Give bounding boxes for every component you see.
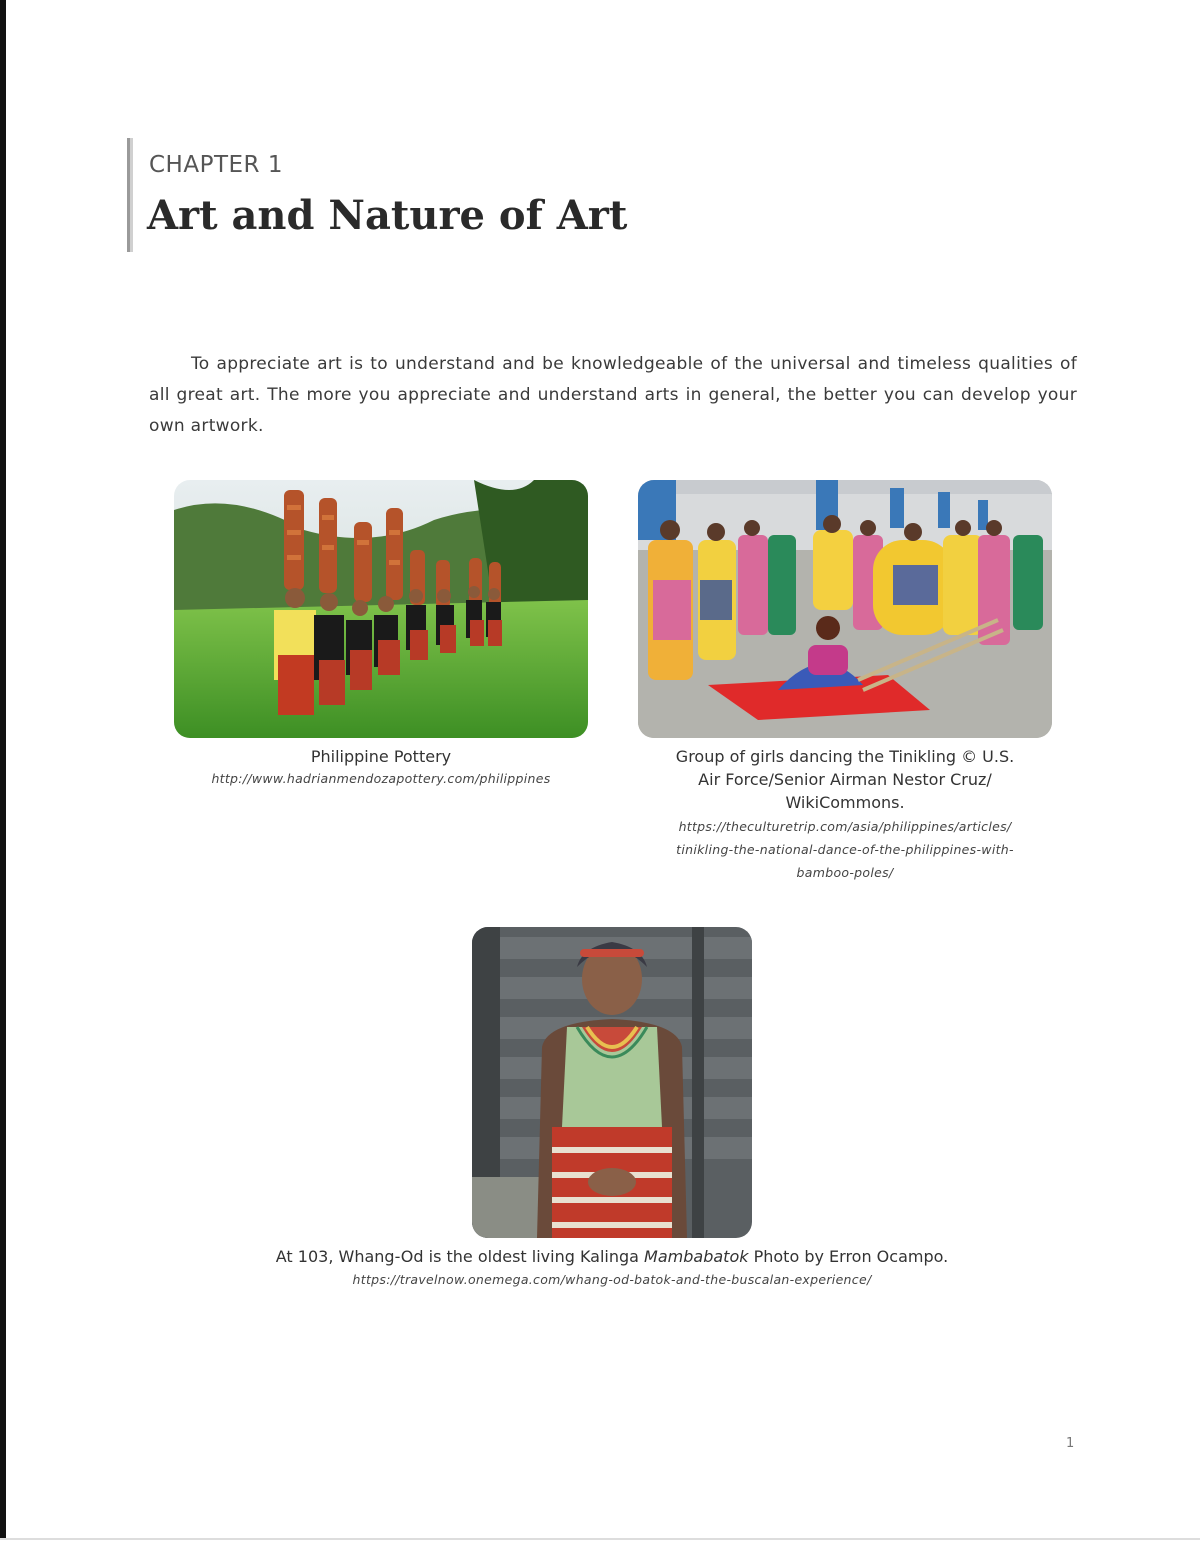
tinikling-caption — [628, 745, 1062, 814]
tinikling-caption-line-1: Group of girls dancing the Tinikling © U.S. — [675, 747, 1015, 766]
whang-od-caption-suffix: Photo by Erron Ocampo. — [753, 1247, 949, 1266]
page-left-edge — [0, 0, 6, 1540]
whang-od-caption-italic: Mambabatok — [644, 1247, 749, 1266]
page-number: 1 — [1066, 1436, 1075, 1451]
chapter-heading — [127, 138, 727, 252]
pottery-photo — [174, 480, 588, 738]
whang-od-photo — [472, 927, 752, 1238]
tinikling-photo — [638, 480, 1052, 738]
whang-od-source-link[interactable]: https://travelnow.onemega.com/whang-od-batok-and-the-buscalan-experience/ — [352, 1272, 872, 1287]
intro-paragraph: To appreciate art is to understand and be knowledgeable of the universal and timeless qualities of all great art. The more you appreciate and understand arts in general, the better you can develop your own artwork. — [149, 354, 1077, 436]
chapter-title: Art and Nature of Art — [147, 192, 628, 239]
tinikling-caption-line-2: Air Force/Senior Airman Nestor Cruz/ — [698, 770, 992, 789]
whang-od-caption — [150, 1245, 1074, 1268]
pottery-source-link[interactable]: http://www.hadrianmendozapottery.com/philippines — [211, 771, 551, 786]
chapter-rule — [127, 138, 133, 252]
tinikling-caption-line-3: WikiCommons. — [785, 793, 905, 812]
chapter-label: CHAPTER 1 — [149, 152, 283, 178]
tinikling-source-line-3: bamboo-poles/ — [796, 865, 894, 880]
tinikling-source-link[interactable] — [610, 815, 1080, 884]
pottery-caption: Philippine Pottery — [310, 747, 452, 766]
tinikling-source-line-1: https://theculturetrip.com/asia/philippines/articles/ — [678, 819, 1012, 834]
tinikling-source-line-2: tinikling-the-national-dance-of-the-philippines-with- — [676, 842, 1014, 857]
whang-od-caption-prefix: At 103, Whang-Od is the oldest living Kalinga — [275, 1247, 639, 1266]
page-bottom-edge — [0, 1538, 1200, 1540]
